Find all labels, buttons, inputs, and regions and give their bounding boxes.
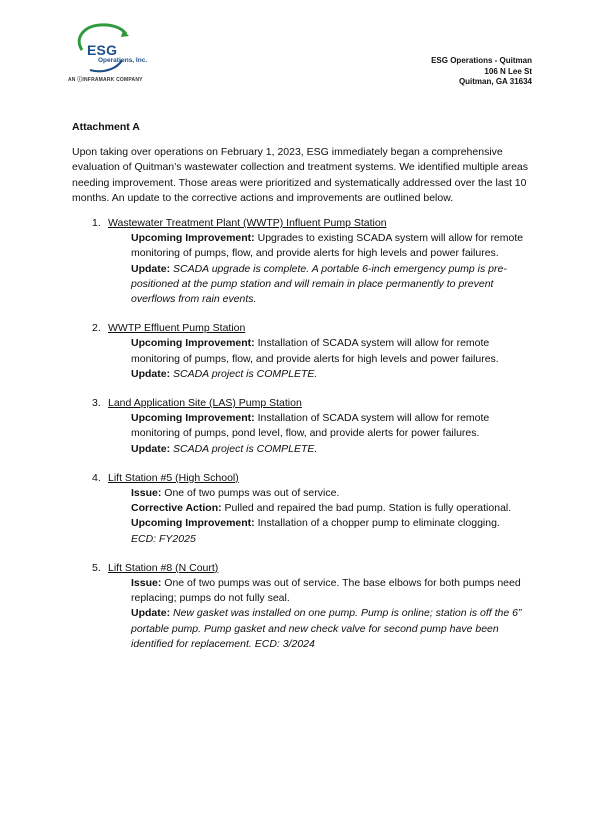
item-detail: [72, 367, 532, 382]
item-title: WWTP Effluent Pump Station: [108, 322, 246, 335]
item-detail: [72, 532, 532, 547]
detail-text: Installation of SCADA system will allow for remote monitoring of pumps, flow, and provide alerts for high levels and power failures.: [131, 337, 499, 365]
item-title: Wastewater Treatment Plant (WWTP) Influent Pump Station: [108, 217, 387, 230]
item-title: Land Application Site (LAS) Pump Station: [108, 397, 302, 410]
detail-text: Installation of a chopper pump to eliminate clogging.: [254, 517, 500, 530]
detail-label: Upcoming Improvement:: [131, 337, 255, 350]
item-detail: [72, 411, 532, 441]
item-header: [72, 561, 532, 576]
list-item: [72, 396, 532, 457]
item-number: 1.: [92, 217, 101, 230]
item-header: [72, 471, 532, 486]
list-item: [72, 561, 532, 652]
item-detail: [72, 231, 532, 261]
item-header: [72, 216, 532, 231]
detail-text: Installation of SCADA system will allow for remote monitoring of pumps, pond level, flow, and provide alerts for power failures.: [131, 412, 490, 440]
logo-company-name: Operations, Inc.: [98, 57, 148, 64]
item-detail: [72, 336, 532, 366]
detail-text: SCADA upgrade is complete. A portable 6-inch emergency pump is pre-positioned at the pump station and will remain in place permanently to prevent overflows from rain events.: [131, 262, 507, 306]
detail-label: Upcoming Improvement:: [131, 412, 255, 425]
improvement-list: [72, 216, 532, 652]
document-heading: Attachment A: [72, 121, 140, 133]
item-number: 3.: [92, 397, 101, 410]
item-header: [72, 396, 532, 411]
item-detail: [72, 486, 532, 501]
detail-label: Upcoming Improvement:: [131, 517, 255, 530]
list-item: [72, 216, 532, 307]
detail-label: Issue:: [131, 487, 162, 500]
item-detail: [72, 516, 532, 531]
detail-label: Upcoming Improvement:: [131, 232, 255, 245]
detail-text: One of two pumps was out of service.: [161, 487, 340, 500]
intro-paragraph: Upon taking over operations on February 1, 2023, ESG immediately began a comprehensive evaluation of Quitman’s wastewater collection and treatment systems. We identified multiple areas needing improvement. Those areas were prioritized and systematically addressed over the last 10 months. An update to the corrective actions and improvements are outlined below.: [72, 146, 529, 204]
detail-text: Pulled and repaired the bad pump. Station is fully operational.: [221, 502, 512, 515]
logo-tagline: AN ⓘINFRAMARK COMPANY: [68, 77, 143, 83]
address-line-2: 106 N Lee St: [484, 66, 532, 76]
detail-label: Update:: [131, 607, 171, 620]
detail-text: ECD: FY2025: [131, 532, 196, 545]
detail-text: Upgrades to existing SCADA system will allow for remote monitoring of pumps, flow, and provide alerts for high levels and power failures.: [131, 232, 524, 260]
detail-label: Corrective Action:: [131, 502, 222, 515]
company-logo: [68, 20, 168, 86]
list-item: [72, 321, 532, 382]
item-detail: [72, 576, 532, 606]
detail-text: One of two pumps was out of service. The base elbows for both pumps need replacing; pumps do not fully seal.: [131, 577, 521, 605]
item-title: Lift Station #5 (High School): [108, 471, 239, 484]
detail-text: SCADA project is COMPLETE.: [170, 367, 318, 380]
detail-label: Issue:: [131, 577, 162, 590]
detail-text: SCADA project is COMPLETE.: [170, 442, 318, 455]
item-number: 5.: [92, 561, 101, 574]
detail-text: New gasket was installed on one pump. Pump is online; station is off the 6” portable pump. Pump gasket and new check valve for second pump have been identified for replacement. ECD: 3/2024: [131, 607, 522, 650]
item-detail: [72, 442, 532, 457]
detail-label: Update:: [131, 262, 171, 275]
item-number: 2.: [92, 322, 101, 335]
address-line-1: ESG Operations - Quitman: [431, 56, 532, 65]
item-number: 4.: [92, 471, 101, 484]
address-block: [431, 56, 532, 88]
item-detail: [72, 262, 532, 308]
document-body: [72, 120, 532, 666]
detail-label: Update:: [131, 442, 171, 455]
detail-label: Update:: [131, 367, 171, 380]
list-item: [72, 471, 532, 547]
item-detail: [72, 606, 532, 652]
item-header: [72, 321, 532, 336]
logo-brand: ESG: [87, 42, 118, 58]
address-line-3: Quitman, GA 31634: [458, 77, 532, 86]
item-detail: [72, 501, 532, 516]
item-title: Lift Station #8 (N Court): [108, 561, 219, 574]
